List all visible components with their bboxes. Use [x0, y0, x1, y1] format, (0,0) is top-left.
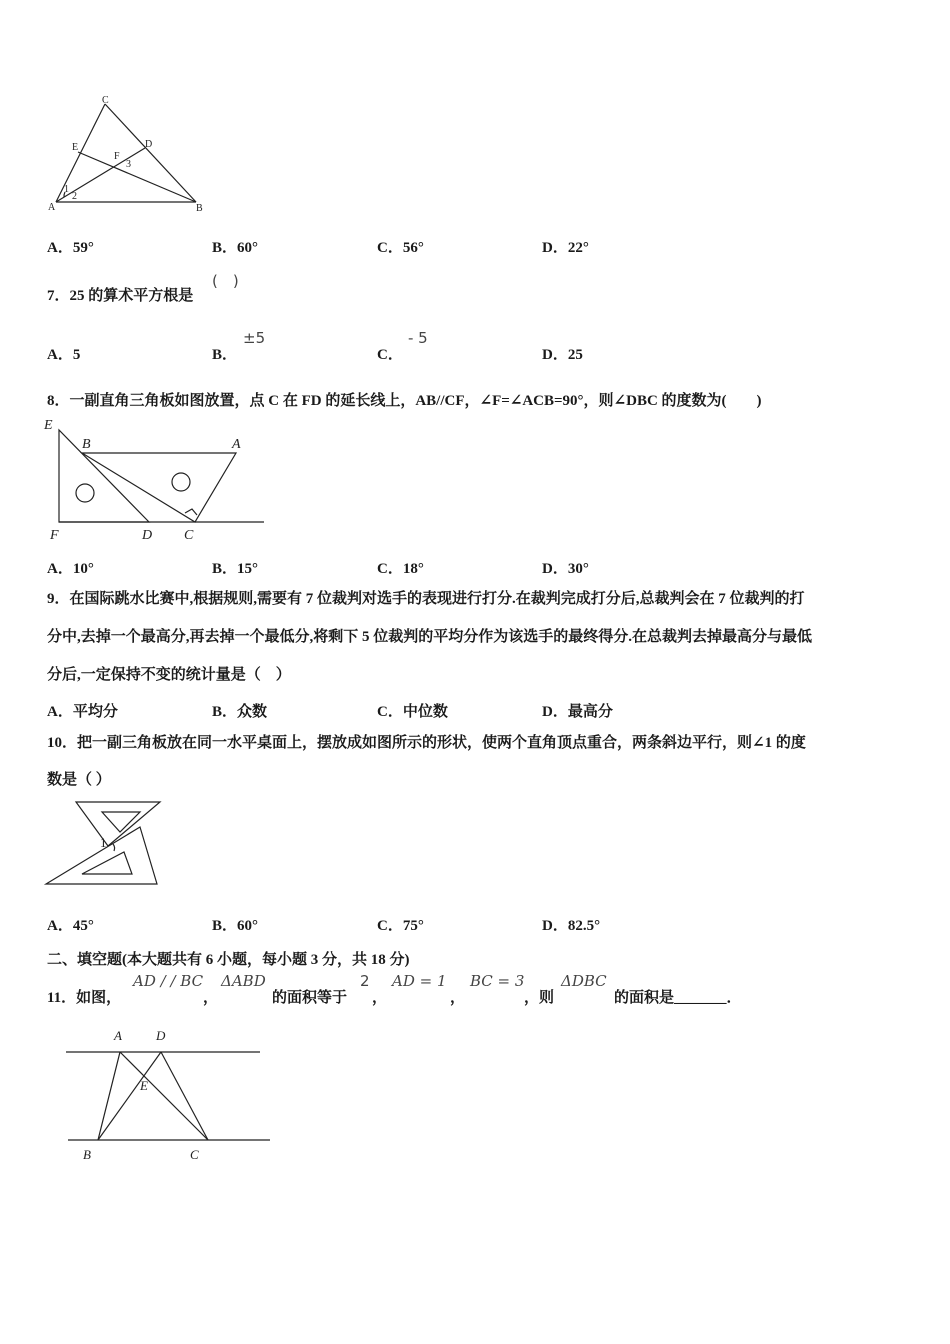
- q7-option-b-math: ±5: [243, 329, 266, 347]
- q9-stem-line-3: 分后,一定保持不变的统计量是（ ）: [47, 667, 291, 683]
- fig10-angle-arc: [113, 844, 115, 851]
- fig6-label-a: A: [48, 202, 56, 213]
- fig8-hole-right: [172, 473, 190, 491]
- fig6-label-e: E: [72, 142, 79, 153]
- q7-option-d[interactable]: D．25: [542, 347, 583, 363]
- q6-option-b[interactable]: B．60°: [212, 240, 259, 256]
- q6-option-d[interactable]: D．22°: [542, 240, 589, 256]
- figure-q8: [42, 414, 272, 546]
- fig10-label-1: 1: [100, 835, 107, 850]
- fig8-label-a: A: [232, 437, 241, 452]
- q11-math-abd: ΔABD: [221, 972, 266, 990]
- q11-math-bc: BC = 3: [470, 972, 525, 990]
- fig10-bottom-triangle-inner: [82, 852, 132, 874]
- fig8-triangle-bac: [82, 453, 236, 522]
- figure-q10: [42, 796, 167, 892]
- q8-stem: 8．一副直角三角板如图放置，点 C 在 FD 的延长线上，AB//CF，∠F=∠ACB=90°，则∠DBC 的度数为( ): [47, 393, 762, 409]
- q11-comma-1: ，: [203, 990, 219, 1006]
- q8-option-d[interactable]: D．30°: [542, 561, 589, 577]
- fig6-label-3: 3: [126, 159, 131, 170]
- q10-option-c[interactable]: C．75°: [377, 918, 424, 934]
- q11-math-dbc: ΔDBC: [561, 972, 607, 990]
- q8-option-c[interactable]: C．18°: [377, 561, 424, 577]
- fig10-top-triangle-inner: [102, 812, 140, 832]
- section-title-fill-in: 二、填空题(本大题共有 6 小题，每小题 3 分，共 18 分): [47, 952, 410, 968]
- q11-prefix: 11．如图，: [47, 990, 122, 1006]
- fig8-label-b: B: [82, 437, 91, 452]
- q9-option-a[interactable]: A．平均分: [47, 704, 118, 720]
- figure-q11: [60, 1022, 280, 1167]
- fig11-segment-ab: [98, 1052, 120, 1140]
- fig6-segment-eb: [78, 152, 196, 202]
- q11-comma-2: ，: [372, 990, 388, 1006]
- q11-math-2: 2: [360, 972, 370, 990]
- q7-option-b-label[interactable]: B．: [212, 347, 238, 363]
- q7-option-a[interactable]: A．5: [47, 347, 81, 363]
- q11-math-ad: AD = 1: [392, 972, 447, 990]
- fig11-label-c: C: [190, 1147, 199, 1162]
- fig6-label-c: C: [102, 96, 109, 106]
- q8-option-a[interactable]: A．10°: [47, 561, 94, 577]
- fig8-triangle-efd: [59, 430, 149, 522]
- figure-q6: [40, 96, 220, 220]
- q9-stem-line-2: 分中,去掉一个最高分,再去掉一个最低分,将剩下 5 位裁判的平均分作为该选手的最终得分.在总裁判去掉最高分与最低: [47, 629, 813, 645]
- fig11-segment-db: [98, 1052, 161, 1140]
- q10-option-d[interactable]: D．82.5°: [542, 918, 601, 934]
- fig10-top-triangle-outer: [76, 802, 160, 846]
- fig8-label-e: E: [44, 418, 53, 433]
- fig11-label-a: A: [114, 1028, 122, 1043]
- q10-stem-line-2: 数是（ ）: [47, 772, 111, 788]
- fig6-label-f: F: [114, 151, 120, 162]
- fig6-label-d: D: [145, 139, 153, 150]
- q6-option-c[interactable]: C．56°: [377, 240, 424, 256]
- q6-option-a[interactable]: A．59°: [47, 240, 94, 256]
- fig8-hole-left: [76, 484, 94, 502]
- fig8-label-f: F: [50, 528, 59, 543]
- q11-text-area-equals: 的面积等于: [272, 990, 348, 1006]
- fig8-right-angle-mark: [185, 509, 197, 515]
- fig11-segment-dc: [161, 1052, 208, 1140]
- q9-option-d[interactable]: D．最高分: [542, 704, 613, 720]
- q9-option-c[interactable]: C．中位数: [377, 704, 448, 720]
- q10-option-b[interactable]: B．60°: [212, 918, 259, 934]
- fig6-label-1: 1: [64, 184, 69, 195]
- fig8-label-c: C: [184, 528, 194, 543]
- fig6-label-b: B: [196, 203, 203, 214]
- q7-option-c-math: - 5: [408, 329, 428, 347]
- q9-option-b[interactable]: B．众数: [212, 704, 268, 720]
- fig11-label-d: D: [156, 1028, 166, 1043]
- fig11-label-e: E: [140, 1078, 148, 1093]
- q10-stem-line-1: 10．把一副三角板放在同一水平桌面上，摆放成如图所示的形状，使两个直角顶点重合，两条斜边平行，则∠1 的度: [47, 735, 806, 751]
- q11-comma-3: ，: [450, 990, 466, 1006]
- fig11-segment-ac: [120, 1052, 208, 1140]
- q10-option-a[interactable]: A．45°: [47, 918, 94, 934]
- q7-paren: ( ): [212, 272, 239, 290]
- q11-math-parallel: AD / / BC: [133, 972, 204, 990]
- q8-option-b[interactable]: B．15°: [212, 561, 259, 577]
- fig6-label-2: 2: [72, 191, 77, 202]
- q9-stem-line-1: 9．在国际跳水比赛中,根据规则,需要有 7 位裁判对选手的表现进行打分.在裁判完成打分后,总裁判会在 7 位裁判的打: [47, 591, 805, 607]
- fig11-label-b: B: [83, 1147, 91, 1162]
- q11-text-then: ，则: [524, 990, 555, 1006]
- fig8-label-d: D: [142, 528, 153, 543]
- q7-option-c-label[interactable]: C．: [377, 347, 403, 363]
- q7-stem: 7．25 的算术平方根是: [47, 288, 194, 304]
- q11-text-area-blank: 的面积是_______．: [614, 990, 742, 1006]
